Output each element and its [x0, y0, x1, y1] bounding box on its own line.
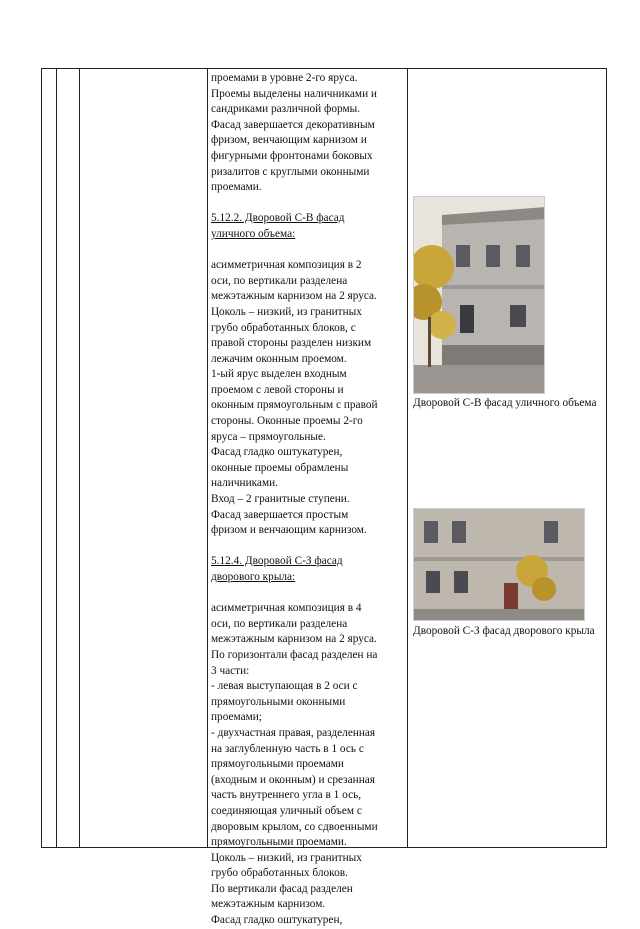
text-line: Фасад гладко оштукатурен, [211, 446, 343, 459]
text-line: Фасад гладко оштукатурен, [211, 914, 343, 927]
text-line: сандриками различной формы. [211, 103, 361, 116]
text-line: часть внутреннего угла в 1 ось, [211, 789, 362, 802]
text-line: Фасад завершается декоративным [211, 118, 375, 131]
text-line: оси, по вертикали разделена [211, 274, 348, 287]
description-column [211, 71, 403, 929]
section-5-12-2-heading [211, 211, 403, 242]
text-line: проемом с левой стороны и [211, 383, 344, 396]
text-line: Проемы выделены наличниками и [211, 87, 377, 100]
section-heading-line: 5.12.2. Дворовой С-В фасад [211, 212, 345, 225]
text-line: (входным и оконным) и срезанная [211, 773, 375, 786]
photo-courtyard-nw-facade [413, 508, 585, 621]
text-line: фризом, венчающим карнизом и [211, 134, 367, 147]
text-line: 1-ый ярус выделен входным [211, 368, 347, 381]
text-line: на заглубленную часть в 1 ось с [211, 742, 364, 755]
column-divider-4 [407, 69, 408, 847]
text-line: Фасад завершается простым [211, 508, 349, 521]
text-line: межэтажным карнизом на 2 яруса. [211, 633, 377, 646]
text-line: прямоугольными проемами [211, 758, 344, 771]
text-line: 3 части: [211, 664, 250, 677]
text-line: По вертикали фасад разделен [211, 882, 353, 895]
section-heading-line: уличного объема: [211, 227, 296, 240]
text-line: оконным прямоугольным с правой [211, 399, 378, 412]
text-line: - левая выступающая в 2 оси с [211, 680, 358, 693]
text-line: фигурными фронтонами боковых [211, 149, 373, 162]
text-line: межэтажным карнизом. [211, 898, 326, 911]
text-line: грубо обработанных блоков, с [211, 321, 356, 334]
text-line: оси, по вертикали разделена [211, 617, 348, 630]
column-divider-1 [56, 69, 57, 847]
section-heading-line: 5.12.4. Дворовой С-З фасад [211, 555, 343, 568]
text-line: межэтажным карнизом на 2 яруса. [211, 290, 377, 303]
text-line: фризом и венчающим карнизом. [211, 524, 367, 537]
continuation-text [211, 71, 403, 196]
section-5-12-4-body [211, 601, 403, 928]
text-line: грубо обработанных блоков. [211, 867, 348, 880]
section-heading-line: дворового крыла: [211, 571, 296, 583]
text-line: наличниками. [211, 477, 278, 490]
text-line: - двухчастная правая, разделенная [211, 726, 376, 739]
text-line: яруса – прямоугольные. [211, 430, 326, 443]
text-line: правой стороны разделен низким [211, 337, 372, 350]
text-line: дворовым крылом, со сдвоенными [211, 820, 378, 833]
text-line: асимметричная композиция в 4 [211, 602, 362, 615]
photo-caption-ne-facade: Дворовой С-В фасад уличного объема [413, 397, 597, 409]
section-5-12-4-heading [211, 554, 403, 585]
facade-photo-illustration [414, 509, 585, 621]
column-divider-3 [207, 69, 208, 847]
text-line: асимметричная композиция в 2 [211, 259, 362, 272]
text-line: По горизонтали фасад разделен на [211, 648, 378, 661]
photo-caption-nw-facade: Дворовой С-З фасад дворового крыла [413, 625, 595, 637]
text-line: Цоколь – низкий, из гранитных [211, 305, 362, 318]
text-line: лежачим оконным проемом. [211, 352, 347, 365]
text-line: ризалитов с круглыми оконными [211, 165, 370, 178]
photo-courtyard-ne-facade [413, 196, 545, 394]
text-line: проемами в уровне 2-го яруса. [211, 72, 358, 84]
section-5-12-2-body [211, 258, 403, 539]
text-line: проемами. [211, 181, 262, 194]
text-line: Вход – 2 гранитные ступени. [211, 493, 350, 506]
text-line: проемами; [211, 711, 262, 724]
text-line: прямоугольными оконными [211, 695, 346, 708]
text-line: стороны. Оконные проемы 2-го [211, 415, 363, 428]
text-line: соединяющая уличный объем с [211, 804, 362, 817]
text-line: Цоколь – низкий, из гранитных [211, 851, 362, 864]
text-line: оконные проемы обрамлены [211, 461, 349, 474]
column-divider-2 [79, 69, 80, 847]
text-line: прямоугольными проемами. [211, 836, 347, 849]
facade-photo-illustration [414, 197, 545, 394]
